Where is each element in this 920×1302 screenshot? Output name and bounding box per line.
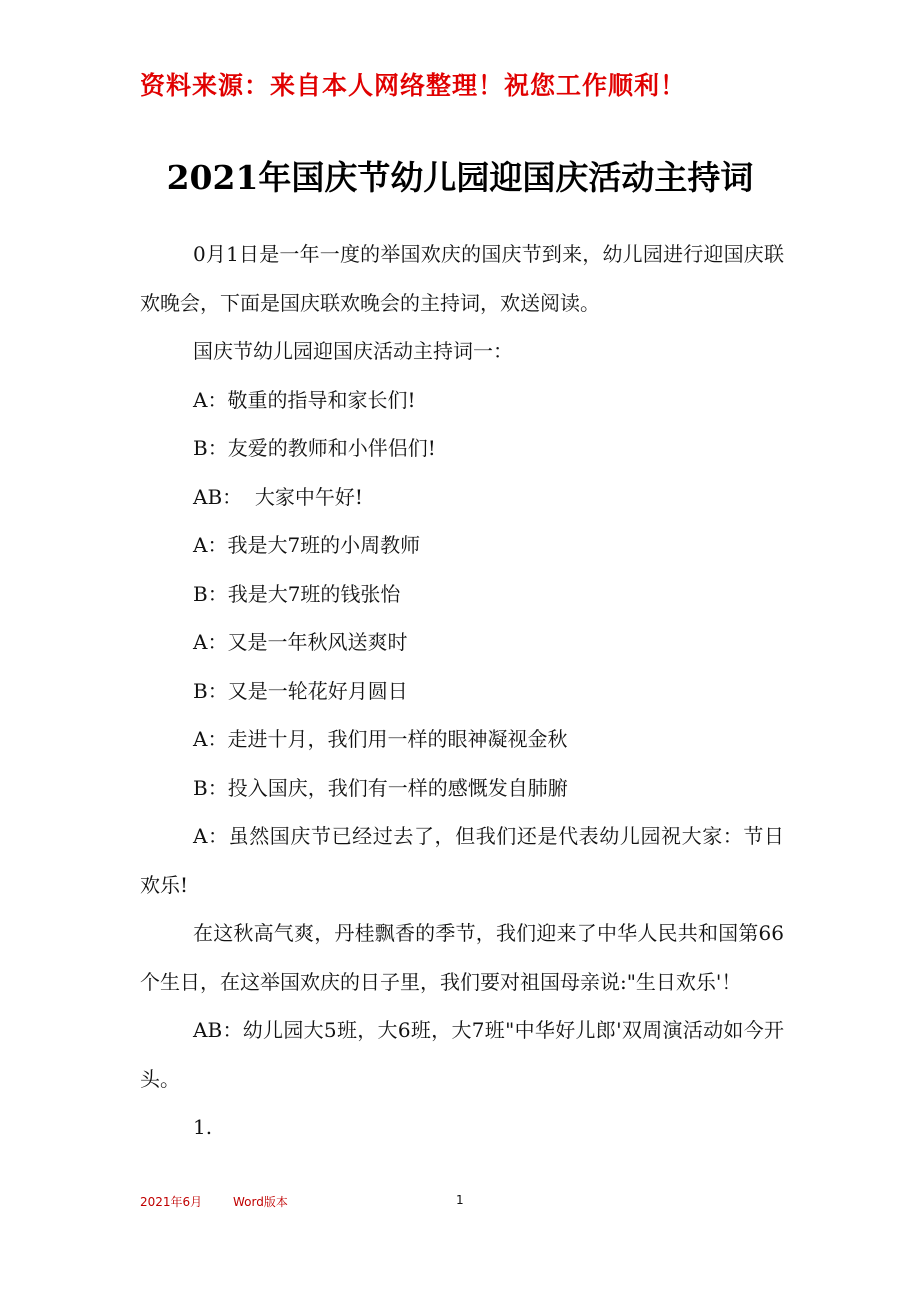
page-title: 2021年国庆节幼儿园迎国庆活动主持词 [166,158,754,197]
script-line: A：虽然国庆节已经过去了，但我们还是代表幼儿园祝大家：节日欢乐! [140,824,784,897]
source-note: 资料来源：来自本人网络整理！祝您工作顺利！ [140,71,687,100]
list-number: 1. [193,1115,213,1139]
script-line: A：又是一年秋风送爽时 [193,630,408,654]
script-line: B：友爱的教师和小伴侣们! [193,436,436,460]
body-paragraph: 在这秋高气爽，丹桂飘香的季节，我们迎来了中华人民共和国第66个生日，在这举国欢庆的日子里，我们要对祖国母亲说:"生日欢乐'！ [140,921,784,994]
footer-date: 2021年6月 [140,1195,203,1209]
document-body [140,230,784,1152]
script-line: B：我是大7班的钱张怡 [193,581,401,606]
page-number: 1 [456,1193,464,1207]
section-heading: 国庆节幼儿园迎国庆活动主持词一： [193,339,513,363]
script-line: B：投入国庆，我们有一样的感慨发自肺腑 [193,775,568,800]
script-line: A：我是大7班的小周教师 [193,533,421,557]
script-line: AB： 大家中午好! [193,484,363,509]
script-line: B：又是一轮花好月圆日 [193,678,408,703]
script-line: A：敬重的指导和家长们! [193,387,416,412]
script-line: A：走进十月，我们用一样的眼神凝视金秋 [193,727,568,751]
script-line: AB：幼儿园大5班，大6班，大7班"中华好儿郎'双周演活动如今开头。 [140,1018,784,1091]
footer-version: Word版本 [233,1195,288,1209]
intro-paragraph: 0月1日是一年一度的举国欢庆的国庆节到来，幼儿园进行迎国庆联欢晚会，下面是国庆联欢晚会的主持词，欢送阅读。 [140,242,784,315]
